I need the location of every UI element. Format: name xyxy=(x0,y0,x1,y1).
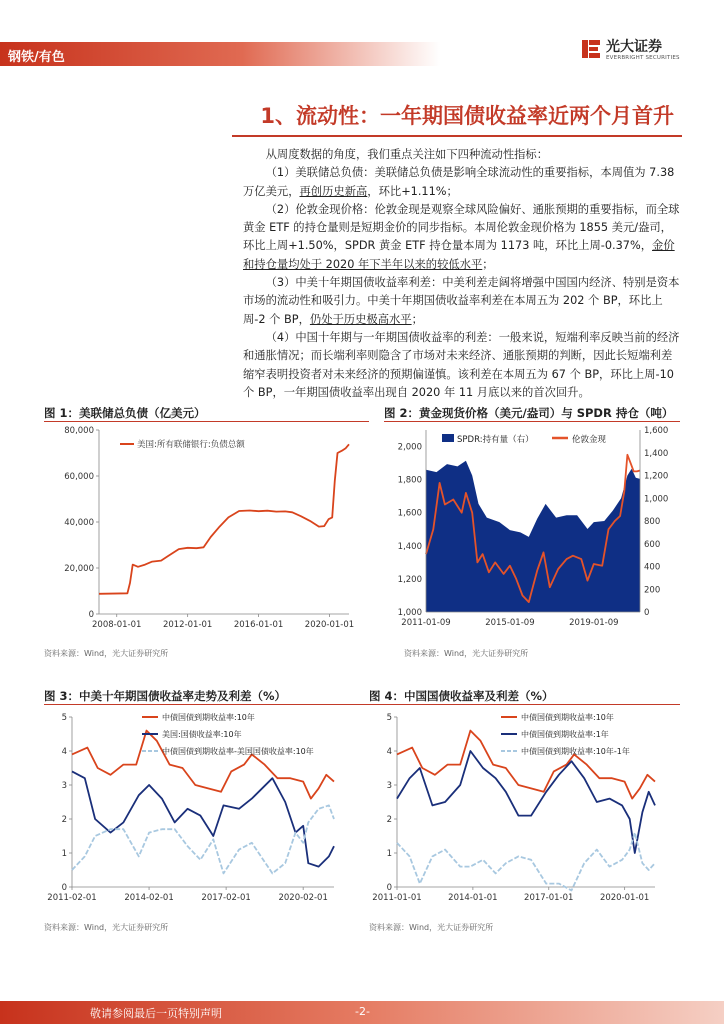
legend-label-2: 美国:国债收益率:10年 xyxy=(162,730,242,739)
y-tick-label: 0 xyxy=(88,610,94,620)
y-tick-label: 1 xyxy=(386,849,392,859)
p1-tail: ，环比+1.11%； xyxy=(367,184,458,198)
x-tick-label: 2016-01-01 xyxy=(233,620,284,630)
legend-label: 美国:所有联储银行:负债总额 xyxy=(137,440,245,450)
p3-lead: （3）中美十年期国债收益率利差：中美利差走阔将增强中国国内经济、特别是资本市场的流动性和吸引力。中美十年期国债收益率利差在本周五为 202 个 BP，环比上周-2 个 BP， xyxy=(243,276,680,326)
x-tick-label: 2020-01-01 xyxy=(599,893,650,903)
p2-emphasis: 金价和持仓量均处于 2020 年下半年以来的较低水平 xyxy=(243,239,675,271)
x-tick-label: 2017-02-01 xyxy=(201,893,251,903)
x-tick-label: 2014-02-01 xyxy=(124,893,174,903)
p3-emphasis: 仍处于历史极高水平 xyxy=(309,312,412,326)
figure-2-chart xyxy=(384,422,680,644)
x-tick-label: 2008-01-01 xyxy=(92,620,142,630)
company-logo xyxy=(580,36,710,66)
logo-subtitle: EVERBRIGHT SECURITIES xyxy=(606,55,680,61)
y-right-tick-label: 1,600 xyxy=(644,426,669,436)
legend-label-1: 中债国债到期收益率:10年 xyxy=(521,713,614,722)
y-tick-label: 4 xyxy=(386,747,392,757)
legend-label-spdr: SPDR:持有量（右） xyxy=(457,435,534,445)
y-tick-label: 5 xyxy=(386,713,392,723)
series-line-2 xyxy=(72,771,334,866)
figure-1-source: 资料来源：Wind，光大证券研究所 xyxy=(44,649,169,658)
p2-tail: ； xyxy=(482,257,494,271)
y-left-tick-label: 1,800 xyxy=(397,475,422,486)
p1-lead: （1）美联储总负债：美联储总负债是影响全球流动性的重要指标，本周值为 7.38 万亿美元， xyxy=(243,166,675,198)
header-band xyxy=(0,42,440,66)
figure-4-source: 资料来源：Wind，光大证券研究所 xyxy=(369,923,494,932)
legend-label-1: 中债国债到期收益率:10年 xyxy=(162,713,255,722)
figure-3-title: 图 3：中美十年期国债收益率走势及利差（%） xyxy=(44,689,287,703)
logo-name: 光大证券 xyxy=(606,39,662,55)
y-left-tick-label: 1,000 xyxy=(397,608,422,618)
x-tick-label: 2020-02-01 xyxy=(278,893,328,903)
figure-3-source: 资料来源：Wind，光大证券研究所 xyxy=(44,923,169,932)
paragraph-gold-price xyxy=(243,201,683,274)
y-tick-label: 20,000 xyxy=(64,564,94,574)
y-tick-label: 5 xyxy=(61,713,67,723)
y-right-tick-label: 800 xyxy=(644,517,661,527)
y-right-tick-label: 1,200 xyxy=(644,471,669,482)
x-tick-label: 2017-01-01 xyxy=(524,893,574,903)
x-tick-label: 2011-02-01 xyxy=(47,893,97,903)
page-number: -2- xyxy=(355,1005,370,1018)
figure-2-title: 图 2：黄金现货价格（美元/盎司）与 SPDR 持仓（吨） xyxy=(384,406,674,420)
logo-mark-icon xyxy=(580,38,602,60)
y-tick-label: 60,000 xyxy=(64,472,94,482)
y-tick-label: 3 xyxy=(386,781,392,791)
figure-4-title: 图 4：中国国债收益率及利差（%） xyxy=(369,689,554,703)
y-left-tick-label: 2,000 xyxy=(397,442,422,453)
legend-label-2: 中债国债到期收益率:1年 xyxy=(521,730,609,739)
y-right-tick-label: 0 xyxy=(644,608,650,618)
legend-label-3: 中债国债到期收益率:10年-1年 xyxy=(521,747,630,756)
x-tick-label: 2012-01-01 xyxy=(162,620,213,630)
y-tick-label: 80,000 xyxy=(64,426,94,436)
y-right-tick-label: 400 xyxy=(644,562,661,573)
figure-3-chart xyxy=(44,705,369,915)
y-tick-label: 4 xyxy=(61,747,67,757)
x-tick-label: 2011-01-09 xyxy=(401,618,451,628)
x-tick-label: 2011-01-01 xyxy=(372,893,422,903)
p2-lead: （2）伦敦金现价格：伦敦金现是观察全球风险偏好、通胀预期的重要指标，而全球黄金 ETF 的持仓量则是短期金价的同步指标。本周伦敦金现价格为 1855 美元/盎司，环比上周+1.50%，SPDR 黄金 ETF 持仓量本周为 1173 吨，环比上周-0.37%， xyxy=(243,202,680,253)
legend-swatch-spdr xyxy=(442,434,454,442)
p1-emphasis: 再创历史新高 xyxy=(299,184,368,198)
series-line-3 xyxy=(397,833,655,891)
paragraph-cn-term-spread: （4）中国十年期与一年期国债收益率的利差：一般来说，短端利率反映当前的经济和通胀情况；而长端利率则隐含了市场对未来经济、通胀预期的判断，因此长短端利差缩窄表明投资者对未来经济的预期偏谨慎。该利差在本周五为 67 个 BP，环比上周-10 个 BP，一年期国债收益率出现自 2020 年 11 月底以来的首次回升。 xyxy=(243,330,680,399)
legend-label-gold: 伦敦金现 xyxy=(572,435,607,445)
y-left-tick-label: 1,400 xyxy=(397,541,422,552)
figure-1-chart xyxy=(44,422,369,644)
y-tick-label: 0 xyxy=(61,883,67,893)
y-tick-label: 0 xyxy=(386,883,392,893)
x-tick-label: 2015-01-09 xyxy=(485,618,535,628)
series-line-3 xyxy=(72,805,334,873)
footer-disclaimer: 敬请参阅最后一页特别声明 xyxy=(90,1007,222,1020)
body-text xyxy=(243,146,683,402)
y-right-tick-label: 600 xyxy=(644,539,661,550)
y-tick-label: 1 xyxy=(61,849,67,859)
legend-label-3: 中债国债到期收益率-美国国债收益率:10年 xyxy=(162,747,314,756)
heading-rule xyxy=(232,135,682,137)
series-line-1 xyxy=(99,444,349,594)
paragraph-fed-liabilities xyxy=(243,164,683,201)
series-line-2 xyxy=(397,751,655,853)
series-line-1 xyxy=(397,731,655,799)
section-tag: 钢铁/有色 xyxy=(8,50,65,65)
y-right-tick-label: 200 xyxy=(644,585,661,596)
y-tick-label: 2 xyxy=(61,815,67,825)
y-tick-label: 40,000 xyxy=(64,518,94,528)
y-tick-label: 2 xyxy=(386,815,392,825)
x-tick-label: 2019-01-09 xyxy=(569,618,619,628)
x-tick-label: 2020-01-01 xyxy=(304,620,355,630)
series-line-1 xyxy=(72,731,334,799)
y-left-tick-label: 1,600 xyxy=(397,508,422,519)
figure-4-chart xyxy=(369,705,680,915)
y-left-tick-label: 1,200 xyxy=(397,574,422,585)
p3-tail: ； xyxy=(411,312,423,326)
y-right-tick-label: 1,400 xyxy=(644,448,669,459)
section-heading: 1、流动性：一年期国债收益率近两个月首升 xyxy=(260,104,674,128)
figure-2-source: 资料来源：Wind，光大证券研究所 xyxy=(404,649,529,658)
y-tick-label: 3 xyxy=(61,781,67,791)
figure-1-title: 图 1：美联储总负债（亿美元） xyxy=(44,406,206,420)
x-tick-label: 2014-01-01 xyxy=(448,893,498,903)
intro-paragraph: 从周度数据的角度，我们重点关注如下四种流动性指标： xyxy=(265,148,549,161)
y-right-tick-label: 1,000 xyxy=(644,494,669,505)
paragraph-cn-us-spread xyxy=(243,274,683,329)
